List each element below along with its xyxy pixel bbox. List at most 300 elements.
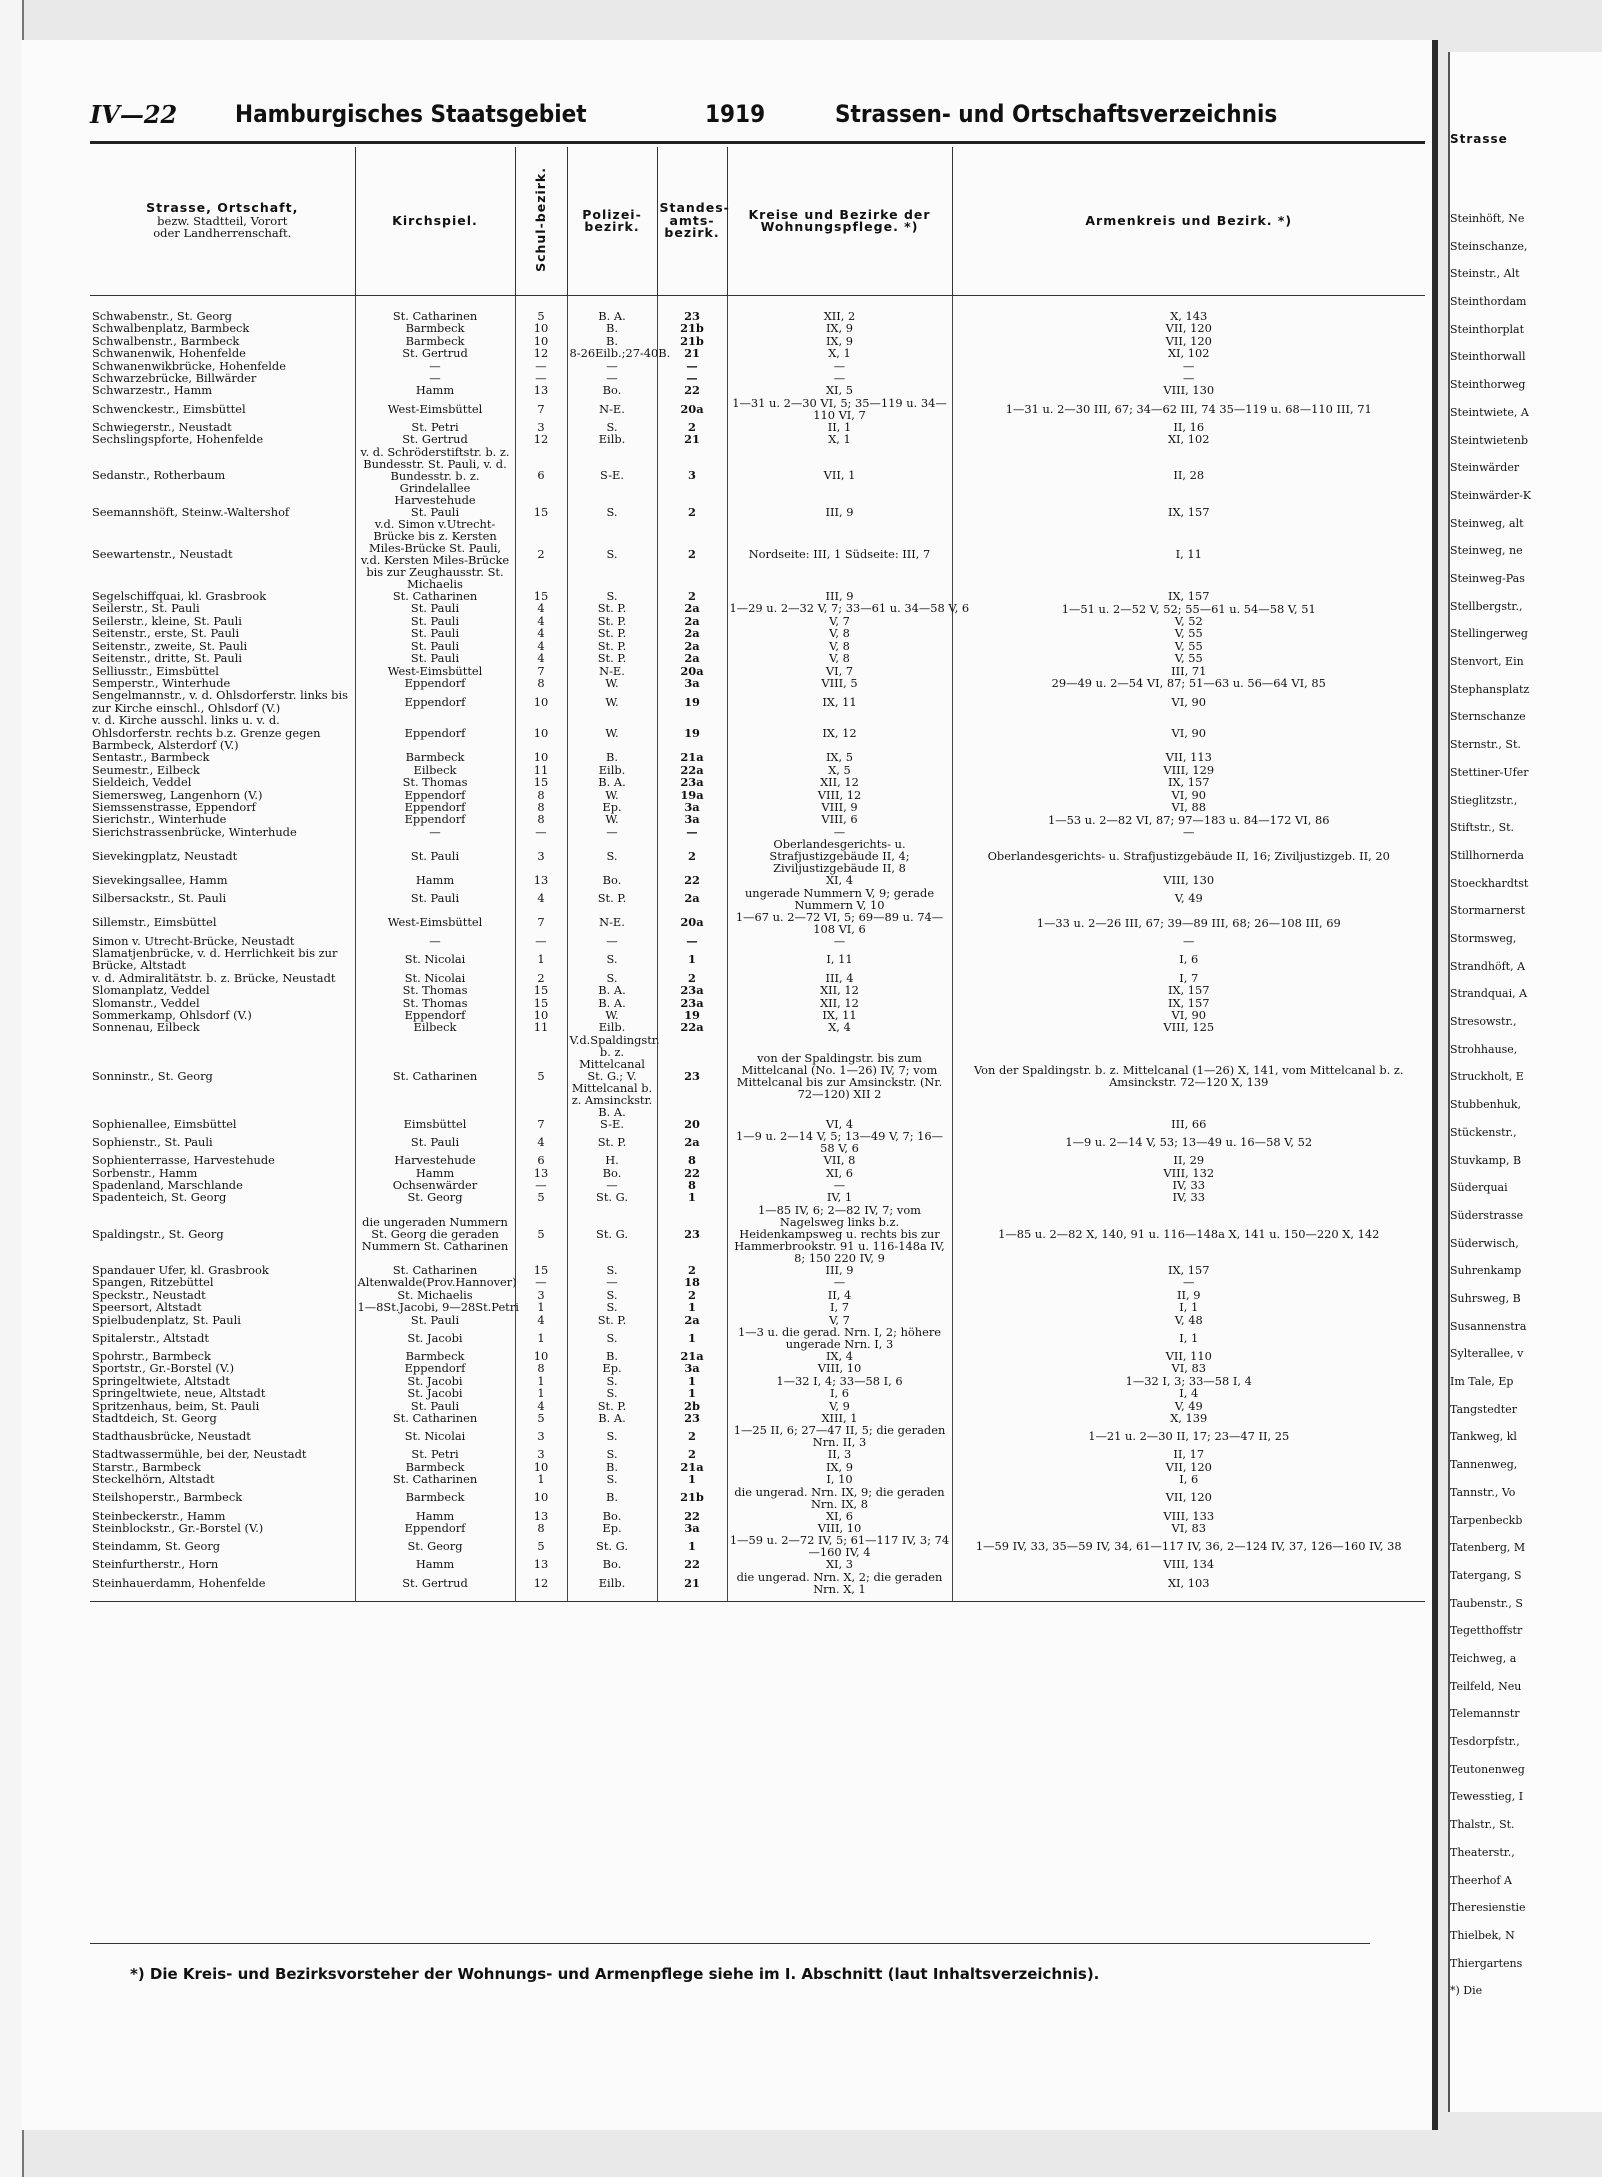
col-street-title: Strasse, Ortschaft,	[146, 200, 299, 216]
cell-police: V.d.Spaldingstr. b. z. Mittelcanal St. G.; V. Mittelcanal b. z. Amsinckstr. B. A.	[567, 1034, 657, 1118]
cell-registry: 22a	[657, 764, 727, 776]
cell-school: 1	[515, 947, 567, 972]
cell-street: Sieldeich, Veddel	[92, 775, 192, 790]
cell-school: 13	[515, 1510, 567, 1522]
cell-registry: 1	[657, 947, 727, 972]
cell-parish: 1—8St.Jacobi, 9—28St.Petri	[355, 1301, 515, 1313]
cell-police: Ep.	[567, 1362, 657, 1374]
cell-police: S-E.	[567, 446, 657, 506]
adjacent-page-line: Tatergang, S	[1450, 1568, 1522, 1582]
cell-registry: 3a	[657, 801, 727, 813]
cell-housing: Oberlandesgerichts- u. Strafjustizgebäude II, 4; Ziviljustizgebäude II, 8	[727, 838, 952, 874]
cell-registry: 19	[657, 714, 727, 751]
cell-street: Slomanplatz, Veddel	[92, 983, 210, 998]
table-row	[90, 446, 1425, 506]
cell-registry: 23	[657, 296, 727, 323]
cell-housing: —	[727, 360, 952, 372]
table-row	[90, 1191, 1425, 1203]
cell-poor: 1—85 u. 2—82 X, 140, 91 u. 116—148a X, 141 u. 150—220 X, 142	[952, 1204, 1425, 1264]
cell-poor: VIII, 125	[952, 1021, 1425, 1033]
cell-school: 5	[515, 1191, 567, 1203]
cell-police: 8-26Eilb.;27-40B.	[567, 347, 657, 359]
cell-poor: VIII, 132	[952, 1167, 1425, 1179]
cell-housing: VI, 7	[727, 665, 952, 677]
adjacent-page-line: Sylterallee, v	[1450, 1347, 1524, 1361]
cell-street: v. d. Kirche ausschl. links u. v. d. Ohlsdorferstr. rechts b.z. Grenze gegen Barmbeck, Alsterdorf (V.)	[92, 713, 321, 752]
adjacent-page-line: Stuvkamp, B	[1450, 1153, 1522, 1167]
cell-parish: St. Pauli	[355, 838, 515, 874]
cell-registry: 8	[657, 1154, 727, 1166]
cell-school: 4	[515, 627, 567, 639]
cell-police: S.	[567, 518, 657, 590]
cell-parish: St. Catharinen	[355, 1034, 515, 1118]
cell-school: 2	[515, 972, 567, 984]
table-row	[90, 1424, 1425, 1448]
cell-parish: Hamm	[355, 384, 515, 396]
table-row	[90, 838, 1425, 874]
cell-poor: Von der Spaldingstr. b. z. Mittelcanal (1—26) X, 141, vom Mittelcanal b. z. Amsinckstr. 72—120 X, 139	[952, 1034, 1425, 1118]
adjacent-page-line: Steinweg, alt	[1450, 516, 1524, 530]
cell-parish: Barmbeck	[355, 335, 515, 347]
cell-poor: V, 52	[952, 615, 1425, 627]
cell-poor: V, 49	[952, 1400, 1425, 1412]
cell-police: B.	[567, 1350, 657, 1362]
cell-parish: St. Nicolai	[355, 972, 515, 984]
cell-police: St. G.	[567, 1204, 657, 1264]
cell-housing: XI, 3	[727, 1558, 952, 1570]
table-row	[90, 813, 1425, 825]
cell-registry: 2	[657, 972, 727, 984]
cell-poor: IX, 157	[952, 590, 1425, 602]
cell-parish: Eppendorf	[355, 714, 515, 751]
cell-registry: 1	[657, 1375, 727, 1387]
table-row	[90, 1167, 1425, 1179]
cell-parish: Eppendorf	[355, 677, 515, 689]
cell-housing: VIII, 12	[727, 789, 952, 801]
cell-school: 15	[515, 590, 567, 602]
table-row	[90, 1400, 1425, 1412]
adjacent-page-line: Im Tale, Ep	[1450, 1375, 1514, 1389]
cell-housing: XI, 6	[727, 1510, 952, 1522]
cell-housing: I, 11	[727, 947, 952, 972]
cell-housing: XII, 12	[727, 997, 952, 1009]
cell-poor: X, 143	[952, 296, 1425, 323]
cell-housing: IX, 9	[727, 322, 952, 334]
cell-poor: —	[952, 372, 1425, 384]
table-row	[90, 1387, 1425, 1399]
cell-registry: 23a	[657, 984, 727, 996]
cell-registry: 21	[657, 347, 727, 359]
cell-police: Ep.	[567, 801, 657, 813]
cell-police: B.	[567, 322, 657, 334]
cell-police: N-E.	[567, 665, 657, 677]
cell-school: 13	[515, 874, 567, 886]
cell-police: S.	[567, 1448, 657, 1460]
cell-registry: 2a	[657, 602, 727, 614]
cell-registry: 20a	[657, 911, 727, 935]
cell-housing: VI, 4	[727, 1118, 952, 1130]
cell-housing: II, 3	[727, 1448, 952, 1460]
cell-police: B. A.	[567, 1412, 657, 1424]
cell-street: Sengelmannstr., v. d. Ohlsdorferstr. links bis zur Kirche einschl., Ohlsdorf (V.)	[92, 688, 348, 715]
cell-parish: St. Pauli	[355, 1400, 515, 1412]
header-rule	[90, 141, 1425, 144]
cell-parish: —	[355, 935, 515, 947]
cell-registry: 2	[657, 1289, 727, 1301]
cell-police: B. A.	[567, 984, 657, 996]
cell-registry: 1	[657, 1301, 727, 1313]
cell-school: 15	[515, 997, 567, 1009]
cell-housing: IX, 11	[727, 689, 952, 714]
cell-registry: 22	[657, 1510, 727, 1522]
cell-police: —	[567, 372, 657, 384]
cell-housing: 1—85 IV, 6; 2—82 IV, 7; vom Nagelsweg links b.z. Heidenkampsweg u. rechts bis zur Hammerbrookstr. 91 u. 116-148a IV, 8; 150 220 IV, 9	[727, 1204, 952, 1264]
table-row	[90, 1486, 1425, 1510]
cell-poor: VII, 110	[952, 1350, 1425, 1362]
cell-police: St. P.	[567, 627, 657, 639]
cell-police: S.	[567, 1289, 657, 1301]
cell-housing: —	[727, 372, 952, 384]
table-row	[90, 1264, 1425, 1276]
cell-poor: 1—9 u. 2—14 V, 53; 13—49 u. 16—58 V, 52	[952, 1130, 1425, 1154]
cell-police: S.	[567, 972, 657, 984]
cell-poor: VII, 120	[952, 1461, 1425, 1473]
cell-poor: VIII, 134	[952, 1558, 1425, 1570]
cell-street: Seilerstr., St. Pauli	[92, 601, 200, 616]
cell-poor: IV, 33	[952, 1191, 1425, 1203]
table-row	[90, 1179, 1425, 1191]
cell-street: Sophienterrasse, Harvestehude	[92, 1153, 275, 1168]
cell-police: B. A.	[567, 776, 657, 788]
adjacent-page-edge	[1448, 52, 1602, 2112]
adjacent-page-line: Stettiner-Ufer	[1450, 765, 1529, 779]
col-street-sub2: oder Landherrenschaft.	[153, 226, 292, 241]
cell-parish: St. Georg	[355, 1534, 515, 1558]
table-row	[90, 518, 1425, 590]
cell-poor: I, 7	[952, 972, 1425, 984]
cell-poor: 1—32 I, 3; 33—58 I, 4	[952, 1375, 1425, 1387]
cell-school: 15	[515, 506, 567, 518]
cell-street: Siemssenstrasse, Eppendorf	[92, 799, 256, 814]
adjacent-page-line: Stoeckhardtst	[1450, 876, 1529, 890]
cell-police: S.	[567, 1264, 657, 1276]
col-registry-header: Standes-amts-bezirk.	[657, 147, 727, 296]
cell-street: Sierichstr., Winterhude	[92, 812, 227, 827]
cell-housing: ungerade Nummern V, 9; gerade Nummern V, 10	[727, 887, 952, 911]
table-row	[90, 506, 1425, 518]
cell-housing: die ungerad. Nrn. X, 2; die geraden Nrn. X, 1	[727, 1571, 952, 1602]
table-row	[90, 1276, 1425, 1288]
cell-housing: V, 7	[727, 615, 952, 627]
cell-registry: 2a	[657, 615, 727, 627]
cell-parish: Barmbeck	[355, 1486, 515, 1510]
cell-school: 3	[515, 1448, 567, 1460]
page-number: IV—22	[90, 100, 178, 129]
cell-poor: IV, 33	[952, 1179, 1425, 1191]
table-row	[90, 801, 1425, 813]
cell-registry: 20a	[657, 665, 727, 677]
cell-police: St. P.	[567, 602, 657, 614]
cell-parish: Barmbeck	[355, 322, 515, 334]
cell-housing: IV, 1	[727, 1191, 952, 1203]
cell-street: Slamatjenbrücke, v. d. Herrlichkeit bis zur Brücke, Altstadt	[92, 946, 338, 973]
cell-registry: 21a	[657, 1350, 727, 1362]
cell-poor: V, 55	[952, 652, 1425, 664]
cell-school: 2	[515, 518, 567, 590]
col-street-sub1: bezw. Stadtteil, Vorort	[157, 213, 288, 228]
cell-housing: XI, 6	[727, 1167, 952, 1179]
cell-street: Semperstr., Winterhude	[92, 675, 231, 690]
cell-street: Springeltwiete, neue, Altstadt	[92, 1386, 266, 1401]
cell-police: Bo.	[567, 1510, 657, 1522]
cell-parish: St. Pauli	[355, 627, 515, 639]
cell-registry: 19	[657, 689, 727, 714]
cell-parish: St. Jacobi	[355, 1387, 515, 1399]
cell-school: 1	[515, 1301, 567, 1313]
cell-street: Seewartenstr., Neustadt	[92, 546, 233, 561]
cell-street: v. d. Admiralitätstr. b. z. Brücke, Neustadt	[92, 970, 336, 985]
cell-housing: II, 4	[727, 1289, 952, 1301]
cell-poor: 1—53 u. 2—82 VI, 87; 97—183 u. 84—172 VI, 86	[952, 813, 1425, 825]
cell-housing: V, 9	[727, 1400, 952, 1412]
cell-registry: —	[657, 372, 727, 384]
cell-school: 3	[515, 421, 567, 433]
cell-housing: —	[727, 1276, 952, 1288]
cell-poor: I, 6	[952, 1473, 1425, 1485]
cell-school: 8	[515, 789, 567, 801]
cell-school: 8	[515, 677, 567, 689]
cell-parish: Hamm	[355, 1510, 515, 1522]
cell-parish: St. Pauli	[355, 1130, 515, 1154]
cell-housing: —	[727, 1179, 952, 1191]
cell-registry: 2	[657, 838, 727, 874]
cell-registry: 22	[657, 384, 727, 396]
adjacent-page-line: Steinthorwall	[1450, 350, 1526, 364]
col-school-label: Schul-bezirk.	[532, 167, 548, 273]
cell-registry: 21	[657, 433, 727, 445]
cell-registry: 22a	[657, 1021, 727, 1033]
table-row	[90, 997, 1425, 1009]
table-row	[90, 826, 1425, 838]
cell-street: Schwiegerstr., Neustadt	[92, 419, 232, 434]
cell-housing: IX, 11	[727, 1009, 952, 1021]
cell-poor: IX, 157	[952, 984, 1425, 996]
cell-police: St. P.	[567, 1314, 657, 1326]
cell-poor: VI, 83	[952, 1522, 1425, 1534]
cell-poor: VII, 120	[952, 1486, 1425, 1510]
cell-police: B.	[567, 1461, 657, 1473]
cell-police: —	[567, 360, 657, 372]
cell-school: 1	[515, 1326, 567, 1350]
cell-registry: 2	[657, 506, 727, 518]
adjacent-page-line: Stieglitzstr.,	[1450, 793, 1518, 807]
cell-street: Schwanenwik, Hohenfelde	[92, 346, 246, 361]
cell-police: S-E.	[567, 1118, 657, 1130]
adjacent-page-line: Steinwärder-K	[1450, 488, 1532, 502]
adjacent-page-line: Süderwisch,	[1450, 1236, 1519, 1250]
cell-street: Springeltwiete, Altstadt	[92, 1373, 230, 1388]
cell-parish: St. Pauli	[355, 602, 515, 614]
adjacent-page-line: Stormarnerst	[1450, 904, 1526, 918]
table-row	[90, 615, 1425, 627]
cell-registry: 3a	[657, 813, 727, 825]
cell-registry: 21b	[657, 335, 727, 347]
cell-street: Sievekingsallee, Hamm	[92, 873, 228, 888]
cell-school: 10	[515, 1009, 567, 1021]
cell-street: Sommerkamp, Ohlsdorf (V.)	[92, 1008, 252, 1023]
cell-parish: Eimsbüttel	[355, 1118, 515, 1130]
cell-school: 8	[515, 813, 567, 825]
adjacent-page-line: Thielbek, N	[1450, 1928, 1515, 1942]
cell-registry: 2a	[657, 887, 727, 911]
cell-housing: 1—67 u. 2—72 VI, 5; 69—89 u. 74—108 VI, 6	[727, 911, 952, 935]
cell-police: B. A.	[567, 296, 657, 323]
cell-housing: I, 7	[727, 1301, 952, 1313]
cell-street: Seumestr., Eilbeck	[92, 762, 200, 777]
table-row	[90, 689, 1425, 714]
table-row	[90, 911, 1425, 935]
adjacent-page-line: Tannenweg,	[1450, 1458, 1518, 1472]
cell-poor: —	[952, 360, 1425, 372]
cell-poor: IX, 157	[952, 997, 1425, 1009]
adjacent-page-line: Steinhöft, Ne	[1450, 212, 1525, 225]
cell-poor: II, 17	[952, 1448, 1425, 1460]
cell-poor: 1—21 u. 2—30 II, 17; 23—47 II, 25	[952, 1424, 1425, 1448]
cell-street: Spadenteich, St. Georg	[92, 1190, 227, 1205]
cell-street: Sorbenstr., Hamm	[92, 1165, 198, 1180]
cell-parish: West-Eimsbüttel	[355, 397, 515, 421]
adjacent-page-line: Susannenstra	[1450, 1319, 1527, 1333]
adjacent-page-line: Teichweg, a	[1450, 1652, 1517, 1665]
table-row	[90, 602, 1425, 614]
cell-housing: VII, 1	[727, 446, 952, 506]
cell-poor: VIII, 130	[952, 384, 1425, 396]
cell-school: 5	[515, 1204, 567, 1264]
cell-parish: St. Petri	[355, 421, 515, 433]
cell-parish: St. Catharinen	[355, 1264, 515, 1276]
cell-school: 4	[515, 640, 567, 652]
cell-school: —	[515, 360, 567, 372]
cell-housing: 1—29 u. 2—32 V, 7; 33—61 u. 34—58 V, 6	[727, 602, 952, 614]
cell-registry: 22	[657, 1558, 727, 1570]
cell-housing: X, 4	[727, 1021, 952, 1033]
cell-police: W.	[567, 813, 657, 825]
adjacent-page-line: Steinthorplat	[1450, 322, 1524, 336]
table-row	[90, 1326, 1425, 1350]
cell-registry: 21b	[657, 1486, 727, 1510]
cell-housing: XIII, 1	[727, 1412, 952, 1424]
cell-poor: 1—31 u. 2—30 III, 67; 34—62 III, 74 35—119 u. 68—110 III, 71	[952, 397, 1425, 421]
directory-title: Strassen- und Ortschaftsverzeichnis	[835, 100, 1278, 128]
cell-street: Spadenland, Marschlande	[92, 1178, 243, 1193]
cell-parish: St. Catharinen	[355, 590, 515, 602]
cell-parish: St. Pauli	[355, 652, 515, 664]
cell-street: Spitalerstr., Altstadt	[92, 1330, 209, 1345]
cell-police: S.	[567, 1473, 657, 1485]
cell-police: W.	[567, 714, 657, 751]
cell-parish: Altenwalde(Prov.Hannover)	[355, 1276, 515, 1288]
cell-registry: 20a	[657, 397, 727, 421]
adjacent-page-line: Steintwiete, A	[1450, 405, 1529, 419]
cell-school: 10	[515, 335, 567, 347]
cell-housing: I, 6	[727, 1387, 952, 1399]
table-row	[90, 421, 1425, 433]
cell-parish: St. Thomas	[355, 984, 515, 996]
cell-poor: X, 139	[952, 1412, 1425, 1424]
adjacent-page-line: Stresowstr.,	[1450, 1015, 1517, 1029]
cell-parish: Eppendorf	[355, 689, 515, 714]
cell-registry: 21	[657, 1571, 727, 1602]
cell-police: St. P.	[567, 615, 657, 627]
cell-police: Bo.	[567, 1167, 657, 1179]
cell-poor: I, 1	[952, 1301, 1425, 1313]
table-row	[90, 335, 1425, 347]
cell-street: Schwanenwikbrücke, Hohenfelde	[92, 358, 286, 373]
cell-poor: VII, 120	[952, 322, 1425, 334]
cell-school: 6	[515, 1154, 567, 1166]
cell-parish: Harvestehude	[355, 1154, 515, 1166]
cell-registry: —	[657, 826, 727, 838]
cell-police: Bo.	[567, 384, 657, 396]
cell-parish: Eppendorf	[355, 1362, 515, 1374]
cell-registry: 2a	[657, 652, 727, 664]
cell-parish: West-Eimsbüttel	[355, 911, 515, 935]
table-row	[90, 1510, 1425, 1522]
cell-parish: Eilbeck	[355, 764, 515, 776]
table-row	[90, 665, 1425, 677]
cell-housing: VIII, 10	[727, 1522, 952, 1534]
cell-registry: 21a	[657, 1461, 727, 1473]
cell-registry: 2a	[657, 627, 727, 639]
cell-street: Spandauer Ufer, kl. Grasbrook	[92, 1262, 269, 1277]
cell-street: Schwalbenstr., Barmbeck	[92, 333, 240, 348]
adjacent-page-line: Tarpenbeckb	[1450, 1513, 1523, 1527]
cell-parish: Hamm	[355, 1558, 515, 1570]
adjacent-page-line: Steinthordam	[1450, 295, 1527, 309]
cell-housing: Nordseite: III, 1 Südseite: III, 7	[727, 518, 952, 590]
cell-school: 10	[515, 689, 567, 714]
table-row	[90, 372, 1425, 384]
table-row	[90, 1034, 1425, 1118]
cell-housing: X, 1	[727, 347, 952, 359]
cell-police: W.	[567, 689, 657, 714]
adjacent-page-line: Tegetthoffstr	[1450, 1624, 1523, 1638]
cell-housing: XII, 2	[727, 296, 952, 323]
cell-street: Steinbeckerstr., Hamm	[92, 1508, 226, 1523]
cell-street: Sierichstrassenbrücke, Winterhude	[92, 824, 297, 839]
table-row	[90, 947, 1425, 972]
cell-parish: St. Pauli	[355, 887, 515, 911]
cell-parish: St. Catharinen	[355, 1412, 515, 1424]
adjacent-page-line: Stenvort, Ein	[1450, 655, 1524, 669]
cell-housing: XI, 5	[727, 384, 952, 396]
cell-street: Slomanstr., Veddel	[92, 995, 200, 1010]
cell-school: 5	[515, 1034, 567, 1118]
cell-housing: XII, 12	[727, 984, 952, 996]
table-row	[90, 984, 1425, 996]
cell-parish: St. Gertrud	[355, 347, 515, 359]
cell-poor: —	[952, 1276, 1425, 1288]
cell-street: Sentastr., Barmbeck	[92, 750, 210, 765]
table-row	[90, 972, 1425, 984]
adjacent-page-line: Stückenstr.,	[1450, 1125, 1517, 1139]
adjacent-page-line: Theerhof A	[1450, 1873, 1512, 1887]
cell-registry: 18	[657, 1276, 727, 1288]
cell-police: S.	[567, 1301, 657, 1313]
cell-registry: 1	[657, 1191, 727, 1203]
cell-school: 4	[515, 1130, 567, 1154]
cell-school: 11	[515, 764, 567, 776]
